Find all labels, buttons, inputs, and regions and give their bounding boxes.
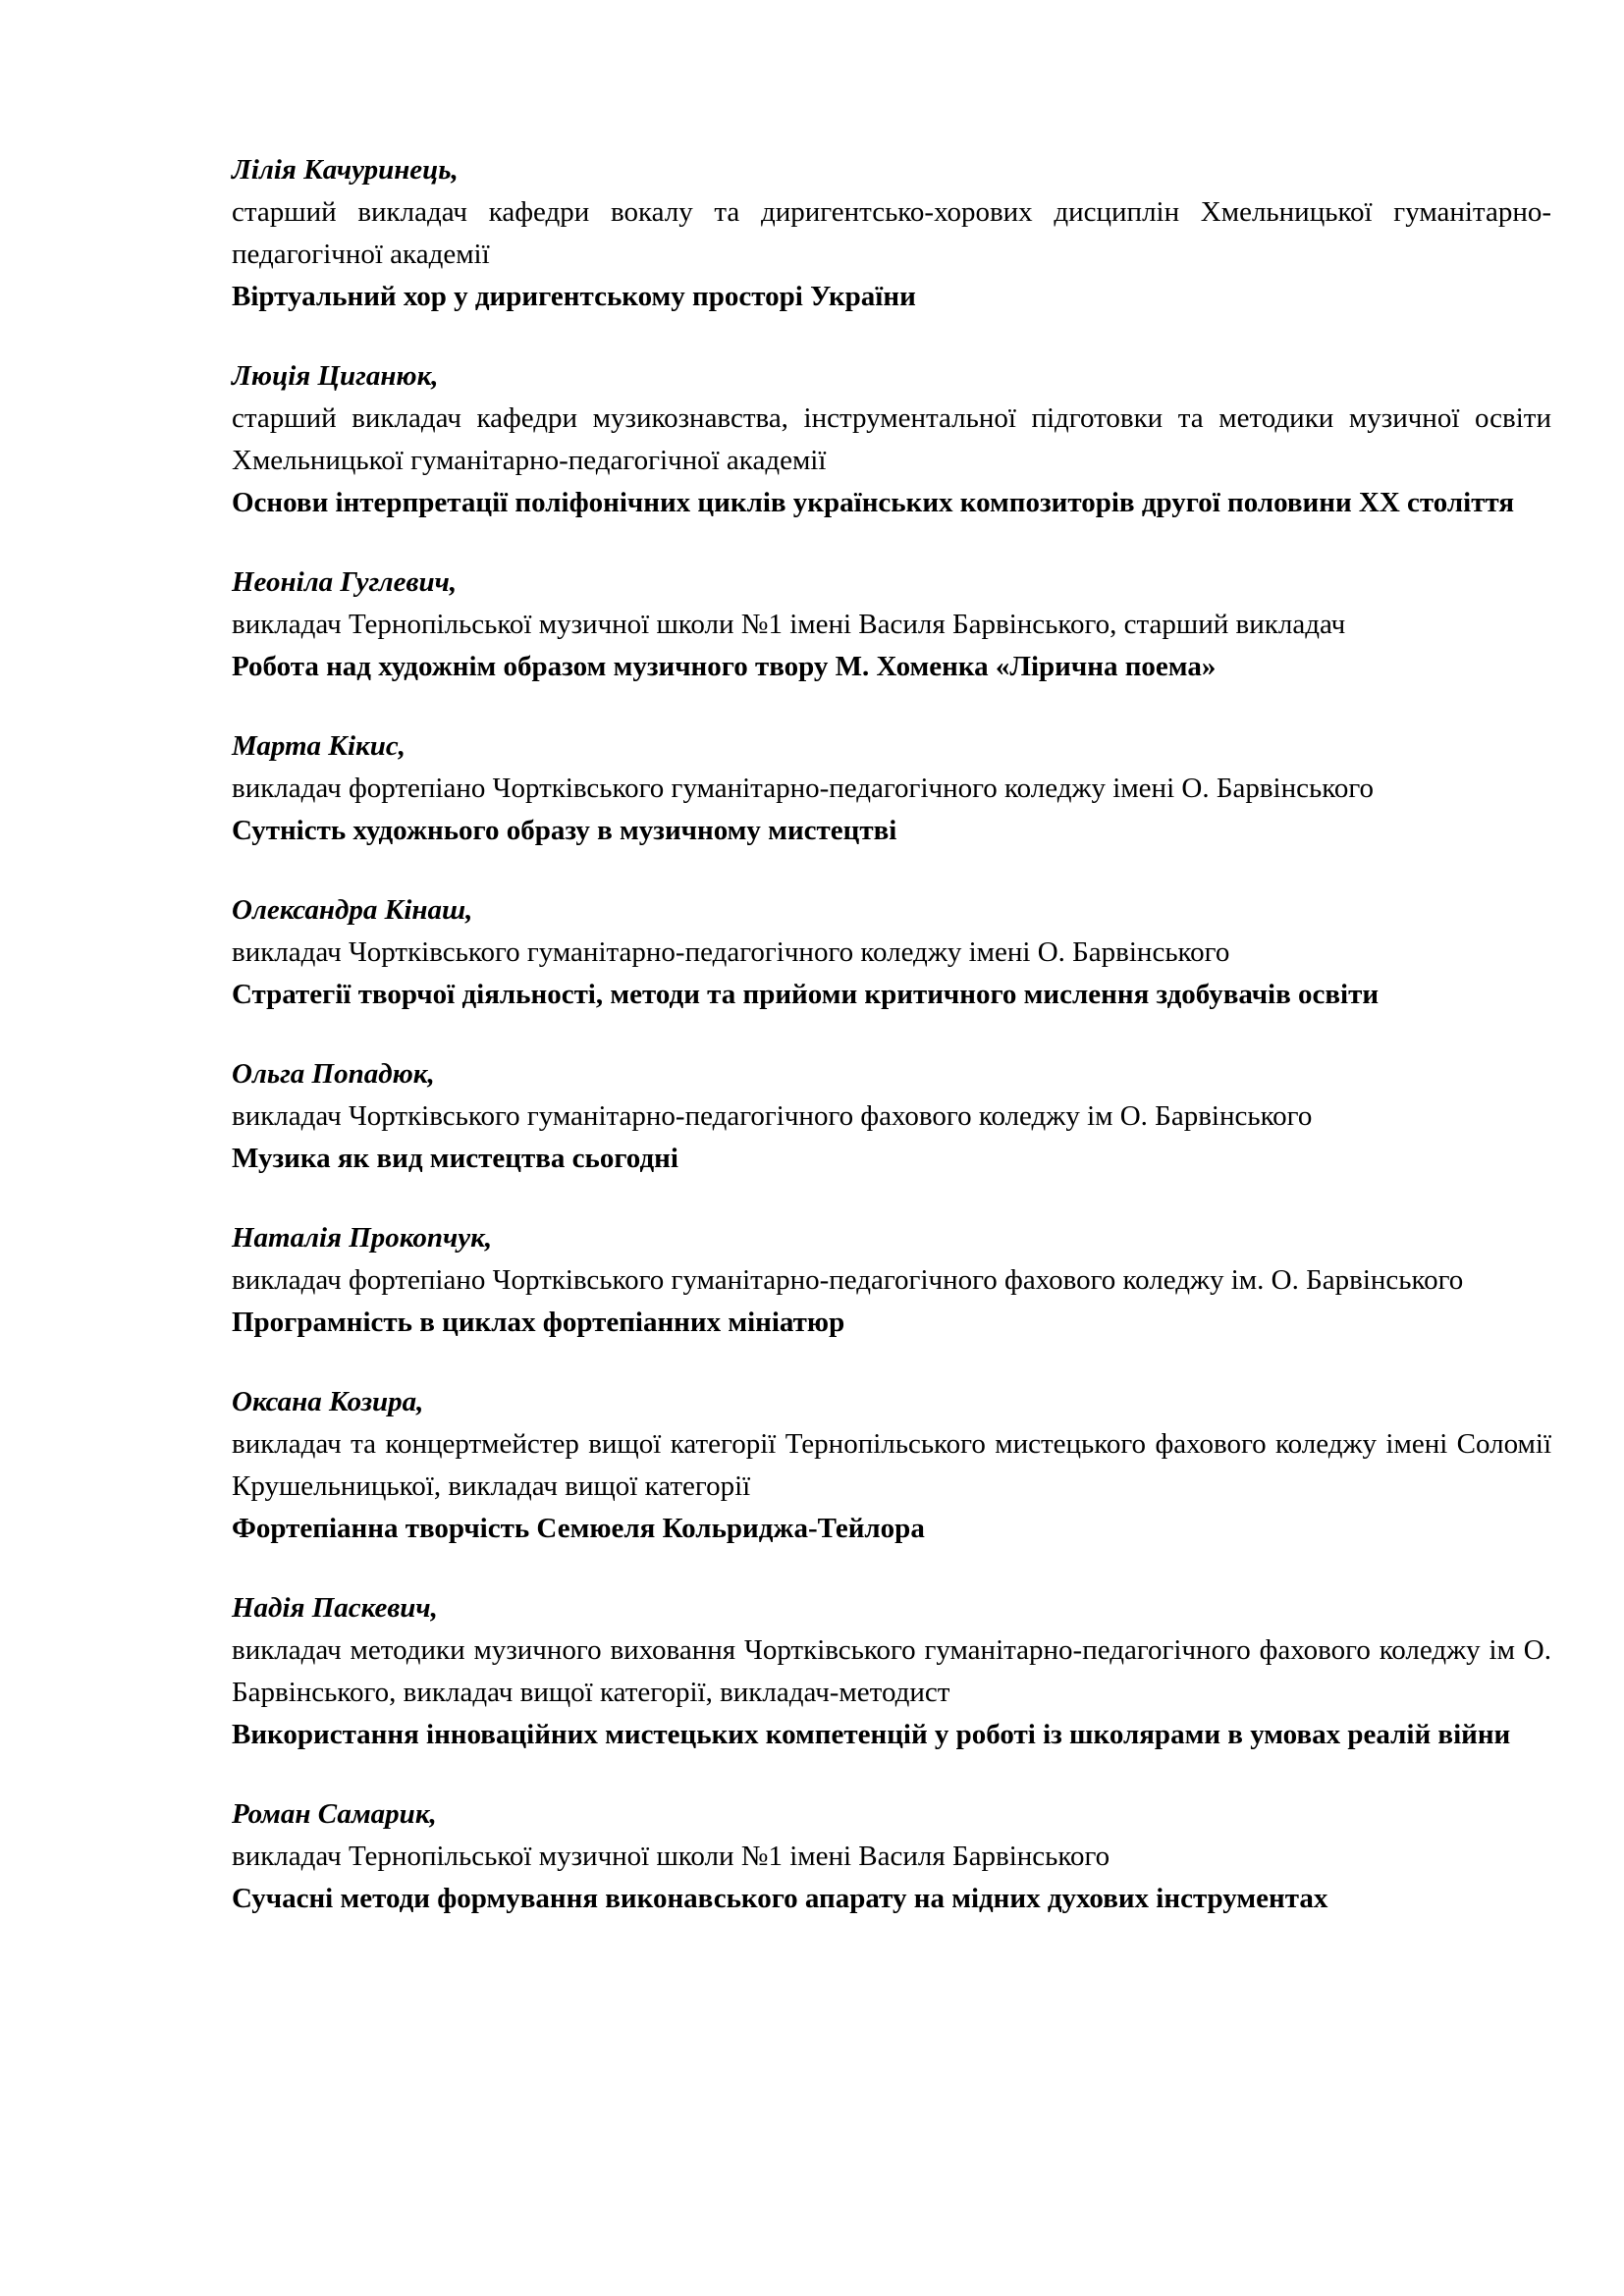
- author-affiliation: викладач Тернопільської музичної школи №1 імені Василя Барвінського: [232, 1841, 1110, 1872]
- talk-title: Стратегії творчої діяльності, методи та прийоми критичного мислення здобувачів освіти: [232, 979, 1380, 1010]
- talk-title: Віртуальний хор у диригентському просторі України: [232, 281, 916, 312]
- author-name: Ольга Попадюк,: [232, 1058, 435, 1090]
- speaker-entry: [232, 355, 1551, 524]
- speaker-entry: [232, 561, 1551, 688]
- document-page: [232, 149, 1551, 1957]
- talk-title: Робота над художнім образом музичного твору М. Хоменка «Лірична поема»: [232, 651, 1217, 682]
- talk-title: Основи інтерпретації поліфонічних циклів українських композиторів другої половини ХХ століття: [232, 487, 1515, 518]
- author-name: Марта Кікис,: [232, 730, 406, 762]
- author-name: Надія Паскевич,: [232, 1592, 438, 1624]
- author-affiliation: викладач Чортківського гуманітарно-педагогічного фахового коледжу ім О. Барвінського: [232, 1100, 1313, 1132]
- author-name: Люція Циганюк,: [232, 360, 439, 392]
- author-name: Олександра Кінаш,: [232, 894, 473, 926]
- speaker-entry: [232, 1793, 1551, 1920]
- speaker-entry: [232, 1587, 1551, 1756]
- speaker-entry: [232, 1053, 1551, 1180]
- talk-title: Використання інноваційних мистецьких компетенцій у роботі із школярами в умовах реалій війни: [232, 1719, 1511, 1750]
- author-affiliation: викладач фортепіано Чортківського гуманітарно-педагогічного фахового коледжу ім. О. Барвінського: [232, 1264, 1464, 1296]
- author-affiliation: викладач Тернопільської музичної школи №1 імені Василя Барвінського, старший викладач: [232, 609, 1346, 640]
- author-name: Роман Самарик,: [232, 1798, 437, 1830]
- talk-title: Музика як вид мистецтва сьогодні: [232, 1143, 678, 1174]
- author-name: Лілія Качуринець,: [232, 154, 459, 186]
- speaker-entry: [232, 889, 1551, 1016]
- talk-title: Фортепіанна творчість Семюеля Кольриджа-Тейлора: [232, 1513, 925, 1544]
- author-name: Оксана Козира,: [232, 1386, 424, 1417]
- speaker-entry: [232, 725, 1551, 852]
- speaker-entry: [232, 1217, 1551, 1344]
- author-affiliation: викладач Чортківського гуманітарно-педагогічного коледжу імені О. Барвінського: [232, 936, 1230, 968]
- author-affiliation: викладач методики музичного виховання Чортківського гуманітарно-педагогічного фахового коледжу ім О. Барвінського, викладач вищої категорії, викладач-методист: [232, 1634, 1551, 1708]
- speaker-entry: [232, 1381, 1551, 1550]
- author-affiliation: викладач фортепіано Чортківського гуманітарно-педагогічного коледжу імені О. Барвінського: [232, 773, 1375, 804]
- author-affiliation: старший викладач кафедри музикознавства, інструментальної підготовки та методики музичної освіти Хмельницької гуманітарно-педагогічної академії: [232, 402, 1551, 476]
- talk-title: Сутність художнього образу в музичному мистецтві: [232, 815, 897, 846]
- speaker-entry: [232, 149, 1551, 318]
- author-affiliation: старший викладач кафедри вокалу та диригентсько-хорових дисциплін Хмельницької гуманітарно-педагогічної академії: [232, 196, 1551, 270]
- author-name: Неоніла Гуглевич,: [232, 566, 458, 598]
- author-name: Наталія Прокопчук,: [232, 1222, 493, 1254]
- talk-title: Сучасні методи формування виконавського апарату на мідних духових інструментах: [232, 1883, 1328, 1914]
- author-affiliation: викладач та концертмейстер вищої категорії Тернопільського мистецького фахового коледжу імені Соломії Крушельницької, викладач вищої категорії: [232, 1428, 1551, 1502]
- talk-title: Програмність в циклах фортепіанних мініатюр: [232, 1307, 845, 1338]
